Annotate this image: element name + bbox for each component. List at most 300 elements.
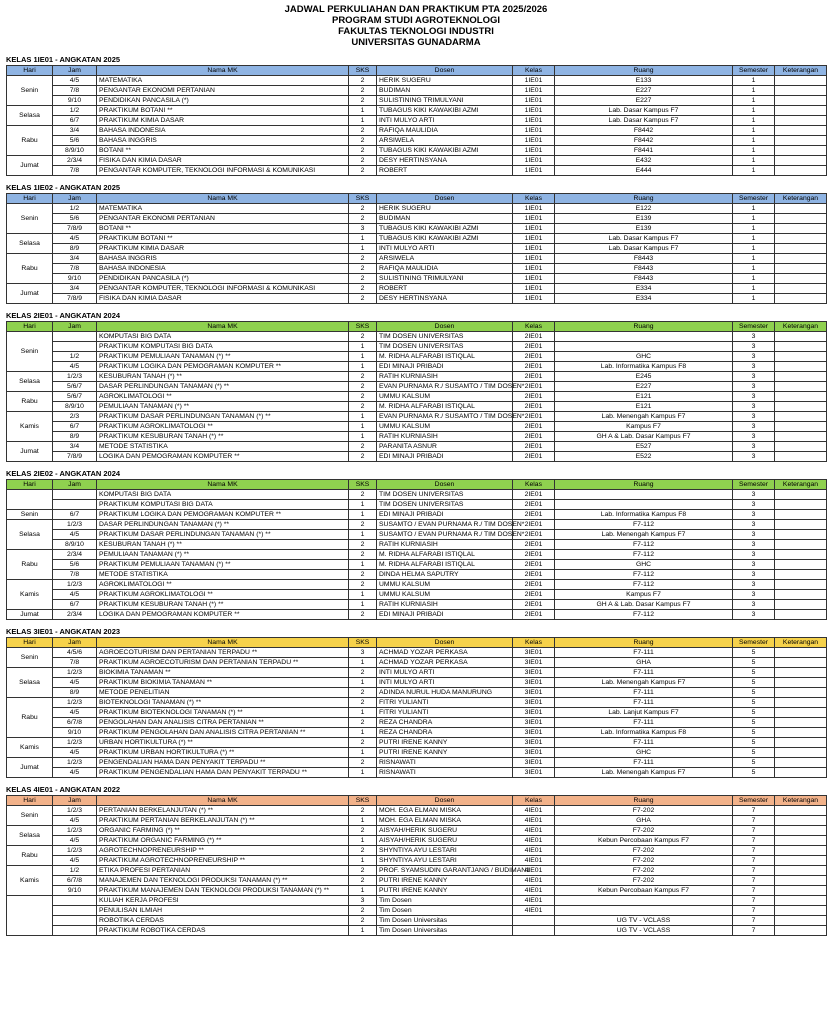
- time-cell: 4/5: [53, 76, 97, 86]
- lecturer-cell: TUBAGUS KIKI KAWAKIBI AZMI: [377, 224, 513, 234]
- time-cell: 1/2/3: [53, 826, 97, 836]
- room-cell: F7-202: [555, 826, 733, 836]
- course-name-cell: PRAKTIKUM DASAR PERLINDUNGAN TANAMAN (*) **: [97, 530, 349, 540]
- table-row: [7, 284, 827, 294]
- note-cell: [775, 530, 827, 540]
- time-cell: 7/8/9: [53, 224, 97, 234]
- column-header: Hari: [7, 796, 53, 806]
- course-name-cell: PENGANTAR KOMPUTER, TEKNOLOGI INFORMASI & KOMUNIKASI: [97, 166, 349, 176]
- lecturer-cell: TUBAGUS KIKI KAWAKIBI AZMI: [377, 234, 513, 244]
- note-cell: [775, 560, 827, 570]
- table-row: [7, 342, 827, 352]
- table-header-row: [7, 322, 827, 332]
- column-header: Dosen: [377, 194, 513, 204]
- semester-cell: 3: [733, 510, 775, 520]
- credits-cell: 2: [349, 876, 377, 886]
- note-cell: [775, 432, 827, 442]
- lecturer-cell: UMMU KALSUM: [377, 580, 513, 590]
- course-name-cell: PRAKTIKUM ROBOTIKA CERDAS: [97, 926, 349, 936]
- column-header: Hari: [7, 194, 53, 204]
- lecturer-cell: M. RIDHA ALFARABI ISTIQLAL: [377, 560, 513, 570]
- credits-cell: 1: [349, 816, 377, 826]
- semester-cell: 3: [733, 500, 775, 510]
- title-line: JADWAL PERKULIAHAN DAN PRAKTIKUM PTA 2025/2026: [284, 4, 548, 15]
- note-cell: [775, 76, 827, 86]
- table-row: [7, 758, 827, 768]
- course-name-cell: PRAKTIKUM PEMULIAAN TANAMAN (*) **: [97, 352, 349, 362]
- table-row: [7, 274, 827, 284]
- class-cell: 4IE01: [513, 836, 555, 846]
- time-cell: 7/8: [53, 658, 97, 668]
- time-cell: 4/5: [53, 768, 97, 778]
- room-cell: Lab. Informatika Kampus F8: [555, 728, 733, 738]
- class-cell: 2IE01: [513, 600, 555, 610]
- table-row: [7, 876, 827, 886]
- course-name-cell: KOMPUTASI BIG DATA: [97, 332, 349, 342]
- semester-cell: 3: [733, 402, 775, 412]
- course-name-cell: DASAR PERLINDUNGAN TANAMAN (*) **: [97, 520, 349, 530]
- credits-cell: 2: [349, 718, 377, 728]
- table-row: [7, 432, 827, 442]
- note-cell: [775, 570, 827, 580]
- credits-cell: 2: [349, 738, 377, 748]
- class-cell: 3IE01: [513, 688, 555, 698]
- table-row: [7, 106, 827, 116]
- table-row: [7, 600, 827, 610]
- class-cell: 3IE01: [513, 758, 555, 768]
- time-cell: [53, 500, 97, 510]
- time-cell: 2/3/4: [53, 156, 97, 166]
- course-name-cell: BAHASA INDONESIA: [97, 264, 349, 274]
- credits-cell: 1: [349, 560, 377, 570]
- room-cell: GHA: [555, 658, 733, 668]
- credits-cell: 1: [349, 678, 377, 688]
- note-cell: [775, 422, 827, 432]
- room-cell: F7-112: [555, 580, 733, 590]
- note-cell: [775, 748, 827, 758]
- time-cell: 7/8: [53, 166, 97, 176]
- lecturer-cell: HERIK SUGERU: [377, 204, 513, 214]
- column-header: Keterangan: [775, 796, 827, 806]
- semester-cell: 1: [733, 264, 775, 274]
- note-cell: [775, 728, 827, 738]
- table-row: [7, 126, 827, 136]
- credits-cell: 1: [349, 234, 377, 244]
- column-header: SKS: [349, 796, 377, 806]
- credits-cell: 2: [349, 126, 377, 136]
- class-cell: 1IE01: [513, 204, 555, 214]
- class-cell: 4IE01: [513, 806, 555, 816]
- course-name-cell: KESUBURAN TANAH (*) **: [97, 540, 349, 550]
- semester-cell: 1: [733, 284, 775, 294]
- note-cell: [775, 806, 827, 816]
- column-header: Ruang: [555, 194, 733, 204]
- room-cell: E122: [555, 204, 733, 214]
- class-cell: 2IE01: [513, 580, 555, 590]
- column-header: SKS: [349, 194, 377, 204]
- table-row: [7, 224, 827, 234]
- column-header: Hari: [7, 638, 53, 648]
- time-cell: [53, 490, 97, 500]
- table-row: [7, 610, 827, 620]
- class-cell: 4IE01: [513, 886, 555, 896]
- column-header: SKS: [349, 66, 377, 76]
- course-name-cell: METODE PENELITIAN: [97, 688, 349, 698]
- table-row: [7, 580, 827, 590]
- semester-cell: 3: [733, 530, 775, 540]
- credits-cell: 2: [349, 204, 377, 214]
- class-cell: 1IE01: [513, 76, 555, 86]
- room-cell: Lab. Informatika Kampus F8: [555, 362, 733, 372]
- room-cell: E227: [555, 86, 733, 96]
- table-row: [7, 520, 827, 530]
- lecturer-cell: RISNAWATI: [377, 758, 513, 768]
- class-cell: 3IE01: [513, 728, 555, 738]
- lecturer-cell: ARSIWELA: [377, 254, 513, 264]
- table-header-row: [7, 194, 827, 204]
- credits-cell: 2: [349, 520, 377, 530]
- day-cell: Jumat: [7, 156, 53, 176]
- credits-cell: 1: [349, 106, 377, 116]
- class-cell: [513, 926, 555, 936]
- table-row: [7, 500, 827, 510]
- class-cell: 2IE01: [513, 432, 555, 442]
- section-title: KELAS 2IE02 - ANGKATAN 2024: [6, 469, 121, 478]
- credits-cell: 2: [349, 580, 377, 590]
- table-row: [7, 906, 827, 916]
- lecturer-cell: Tim Dosen: [377, 896, 513, 906]
- class-cell: 2IE01: [513, 560, 555, 570]
- table-row: [7, 156, 827, 166]
- semester-cell: 5: [733, 708, 775, 718]
- lecturer-cell: FITRI YULIANTI: [377, 698, 513, 708]
- note-cell: [775, 906, 827, 916]
- table-row: [7, 490, 827, 500]
- semester-cell: 1: [733, 156, 775, 166]
- class-cell: 3IE01: [513, 648, 555, 658]
- time-cell: 5/6: [53, 214, 97, 224]
- table-row: [7, 806, 827, 816]
- column-header: Dosen: [377, 66, 513, 76]
- column-header: SKS: [349, 480, 377, 490]
- note-cell: [775, 648, 827, 658]
- time-cell: 1/2/3: [53, 520, 97, 530]
- room-cell: F7-202: [555, 876, 733, 886]
- note-cell: [775, 214, 827, 224]
- credits-cell: 2: [349, 372, 377, 382]
- schedule-table: [6, 479, 827, 620]
- column-header: Jam: [53, 796, 97, 806]
- day-cell: Kamis: [7, 412, 53, 442]
- time-cell: 6/7: [53, 422, 97, 432]
- room-cell: F7-111: [555, 688, 733, 698]
- room-cell: F7-112: [555, 610, 733, 620]
- credits-cell: 2: [349, 332, 377, 342]
- lecturer-cell: EDI MINAJI PRIBADI: [377, 362, 513, 372]
- semester-cell: 5: [733, 648, 775, 658]
- time-cell: [53, 896, 97, 906]
- course-name-cell: KESUBURAN TANAH (*) **: [97, 372, 349, 382]
- semester-cell: 1: [733, 244, 775, 254]
- credits-cell: 2: [349, 758, 377, 768]
- note-cell: [775, 718, 827, 728]
- class-cell: 4IE01: [513, 816, 555, 826]
- semester-cell: 7: [733, 886, 775, 896]
- table-row: [7, 402, 827, 412]
- class-cell: 2IE01: [513, 500, 555, 510]
- time-cell: 1/2/3: [53, 372, 97, 382]
- time-cell: 7/8: [53, 264, 97, 274]
- course-name-cell: PRAKTIKUM MANAJEMEN DAN TEKNOLOGI PRODUKSI TANAMAN (*) **: [97, 886, 349, 896]
- lecturer-cell: ACHMAD YOZAR PERKASA: [377, 658, 513, 668]
- lecturer-cell: DESY HERTINSYANA: [377, 156, 513, 166]
- table-row: [7, 658, 827, 668]
- course-name-cell: PENULISAN ILMIAH: [97, 906, 349, 916]
- credits-cell: 2: [349, 442, 377, 452]
- time-cell: 4/5: [53, 234, 97, 244]
- note-cell: [775, 126, 827, 136]
- semester-cell: 3: [733, 600, 775, 610]
- note-cell: [775, 244, 827, 254]
- lecturer-cell: MOH. EGA ELMAN MISKA: [377, 806, 513, 816]
- note-cell: [775, 866, 827, 876]
- table-row: [7, 560, 827, 570]
- note-cell: [775, 610, 827, 620]
- course-name-cell: PRAKTIKUM AGROKLIMATOLOGI **: [97, 422, 349, 432]
- column-header: Nama MK: [97, 796, 349, 806]
- credits-cell: 2: [349, 540, 377, 550]
- column-header: Kelas: [513, 66, 555, 76]
- note-cell: [775, 876, 827, 886]
- class-cell: 3IE01: [513, 768, 555, 778]
- table-row: [7, 382, 827, 392]
- column-header: Semester: [733, 480, 775, 490]
- credits-cell: 2: [349, 294, 377, 304]
- time-cell: [53, 916, 97, 926]
- semester-cell: 7: [733, 896, 775, 906]
- time-cell: 6/7: [53, 116, 97, 126]
- note-cell: [775, 510, 827, 520]
- room-cell: Lab. Menengah Kampus F7: [555, 678, 733, 688]
- time-cell: [53, 332, 97, 342]
- table-row: [7, 540, 827, 550]
- room-cell: F8443: [555, 274, 733, 284]
- table-row: [7, 866, 827, 876]
- semester-cell: 3: [733, 550, 775, 560]
- lecturer-cell: EVAN PURNAMA R./ SUSAMTO / TIM DOSEN*: [377, 382, 513, 392]
- note-cell: [775, 698, 827, 708]
- room-cell: F7-111: [555, 738, 733, 748]
- semester-cell: 3: [733, 372, 775, 382]
- note-cell: [775, 412, 827, 422]
- time-cell: 7/8: [53, 86, 97, 96]
- table-row: [7, 392, 827, 402]
- credits-cell: 1: [349, 886, 377, 896]
- semester-cell: 3: [733, 452, 775, 462]
- course-name-cell: PRAKTIKUM BIOTEKNOLOGI TANAMAN (*) **: [97, 708, 349, 718]
- column-header: Hari: [7, 66, 53, 76]
- credits-cell: 2: [349, 76, 377, 86]
- day-cell: Jumat: [7, 284, 53, 304]
- day-cell: Senin: [7, 332, 53, 372]
- semester-cell: 3: [733, 412, 775, 422]
- lecturer-cell: RATIH KURNIASIH: [377, 600, 513, 610]
- semester-cell: 3: [733, 352, 775, 362]
- class-section: [6, 785, 826, 936]
- course-name-cell: AGROECOTURISM DAN PERTANIAN TERPADU **: [97, 648, 349, 658]
- semester-cell: 5: [733, 718, 775, 728]
- day-cell: Senin: [7, 76, 53, 106]
- lecturer-cell: ADINDA NURUL HUDA MANURUNG: [377, 688, 513, 698]
- table-row: [7, 648, 827, 658]
- class-cell: 1IE01: [513, 116, 555, 126]
- course-name-cell: PENGENDALIAN HAMA DAN PENYAKIT TERPADU **: [97, 758, 349, 768]
- semester-cell: 1: [733, 234, 775, 244]
- column-header: Dosen: [377, 480, 513, 490]
- class-section: [6, 469, 826, 620]
- table-row: [7, 698, 827, 708]
- room-cell: F7-111: [555, 758, 733, 768]
- time-cell: 1/2: [53, 352, 97, 362]
- note-cell: [775, 916, 827, 926]
- class-cell: 4IE01: [513, 876, 555, 886]
- note-cell: [775, 372, 827, 382]
- credits-cell: 3: [349, 224, 377, 234]
- time-cell: 3/4: [53, 254, 97, 264]
- credits-cell: 2: [349, 86, 377, 96]
- note-cell: [775, 846, 827, 856]
- room-cell: Lab. Menengah Kampus F7: [555, 530, 733, 540]
- course-name-cell: ORGANIC FARMING (*) **: [97, 826, 349, 836]
- time-cell: 2/3/4: [53, 550, 97, 560]
- credits-cell: 2: [349, 96, 377, 106]
- lecturer-cell: TIM DOSEN UNIVERSITAS: [377, 490, 513, 500]
- class-cell: 2IE01: [513, 610, 555, 620]
- lecturer-cell: INTI MULYO ARTI: [377, 244, 513, 254]
- time-cell: 4/5/6: [53, 648, 97, 658]
- course-name-cell: PENGANTAR EKONOMI PERTANIAN: [97, 86, 349, 96]
- note-cell: [775, 96, 827, 106]
- table-row: [7, 590, 827, 600]
- room-cell: Lab. Dasar Kampus F7: [555, 234, 733, 244]
- semester-cell: 7: [733, 816, 775, 826]
- table-row: [7, 570, 827, 580]
- room-cell: GHC: [555, 748, 733, 758]
- note-cell: [775, 688, 827, 698]
- table-row: [7, 816, 827, 826]
- lecturer-cell: Tim Dosen: [377, 906, 513, 916]
- course-name-cell: MANAJEMEN DAN TEKNOLOGI PRODUKSI TANAMAN (*) **: [97, 876, 349, 886]
- credits-cell: 2: [349, 610, 377, 620]
- note-cell: [775, 166, 827, 176]
- class-cell: 2IE01: [513, 342, 555, 352]
- room-cell: F8442: [555, 136, 733, 146]
- class-cell: 2IE01: [513, 332, 555, 342]
- day-cell: Jumat: [7, 758, 53, 778]
- credits-cell: 3: [349, 648, 377, 658]
- room-cell: UG TV - VCLASS: [555, 916, 733, 926]
- column-header: Dosen: [377, 322, 513, 332]
- semester-cell: 3: [733, 432, 775, 442]
- section-title: KELAS 1IE02 - ANGKATAN 2025: [6, 183, 121, 192]
- credits-cell: 1: [349, 362, 377, 372]
- course-name-cell: DASAR PERLINDUNGAN TANAMAN (*) **: [97, 382, 349, 392]
- room-cell: F7-202: [555, 846, 733, 856]
- note-cell: [775, 678, 827, 688]
- column-header: Keterangan: [775, 194, 827, 204]
- room-cell: E527: [555, 442, 733, 452]
- column-header: Semester: [733, 66, 775, 76]
- time-cell: 6/7: [53, 600, 97, 610]
- semester-cell: 7: [733, 856, 775, 866]
- lecturer-cell: ROBERT: [377, 284, 513, 294]
- room-cell: Lab. Lanjut Kampus F7: [555, 708, 733, 718]
- note-cell: [775, 86, 827, 96]
- credits-cell: 2: [349, 826, 377, 836]
- lecturer-cell: FITRI YULIANTI: [377, 708, 513, 718]
- room-cell: E227: [555, 382, 733, 392]
- semester-cell: 3: [733, 570, 775, 580]
- column-header: Semester: [733, 194, 775, 204]
- column-header: Ruang: [555, 796, 733, 806]
- semester-cell: 1: [733, 106, 775, 116]
- time-cell: 8/9/10: [53, 146, 97, 156]
- note-cell: [775, 392, 827, 402]
- lecturer-cell: TUBAGUS KIKI KAWAKIBI AZMI: [377, 106, 513, 116]
- credits-cell: 2: [349, 570, 377, 580]
- column-header: Ruang: [555, 66, 733, 76]
- room-cell: E334: [555, 284, 733, 294]
- note-cell: [775, 234, 827, 244]
- lecturer-cell: INTI MULYO ARTI: [377, 678, 513, 688]
- note-cell: [775, 490, 827, 500]
- course-name-cell: PRAKTIKUM LOGIKA DAN PEMOGRAMAN KOMPUTER **: [97, 510, 349, 520]
- lecturer-cell: TIM DOSEN UNIVERSITAS: [377, 500, 513, 510]
- course-name-cell: PEMULIAAN TANAMAN (*) **: [97, 550, 349, 560]
- table-row: [7, 442, 827, 452]
- day-cell: Selasa: [7, 372, 53, 392]
- room-cell: [555, 500, 733, 510]
- class-cell: 2IE01: [513, 530, 555, 540]
- column-header: Kelas: [513, 796, 555, 806]
- note-cell: [775, 352, 827, 362]
- credits-cell: 2: [349, 688, 377, 698]
- room-cell: F7-111: [555, 648, 733, 658]
- time-cell: 3/4: [53, 284, 97, 294]
- column-header: Ruang: [555, 322, 733, 332]
- column-header: Nama MK: [97, 194, 349, 204]
- lecturer-cell: BUDIMAN: [377, 214, 513, 224]
- schedule-table: [6, 637, 827, 778]
- schedule-table: [6, 795, 827, 936]
- time-cell: 8/9: [53, 688, 97, 698]
- class-cell: 1IE01: [513, 274, 555, 284]
- room-cell: F7-112: [555, 520, 733, 530]
- column-header: Semester: [733, 796, 775, 806]
- room-cell: Lab. Dasar Kampus F7: [555, 244, 733, 254]
- note-cell: [775, 708, 827, 718]
- semester-cell: 5: [733, 738, 775, 748]
- day-cell: Selasa: [7, 106, 53, 126]
- note-cell: [775, 886, 827, 896]
- day-cell: Senin: [7, 648, 53, 668]
- lecturer-cell: EDI MINAJI PRIBADI: [377, 610, 513, 620]
- semester-cell: 5: [733, 668, 775, 678]
- class-cell: 2IE01: [513, 570, 555, 580]
- note-cell: [775, 738, 827, 748]
- room-cell: Lab. Dasar Kampus F7: [555, 106, 733, 116]
- credits-cell: 1: [349, 748, 377, 758]
